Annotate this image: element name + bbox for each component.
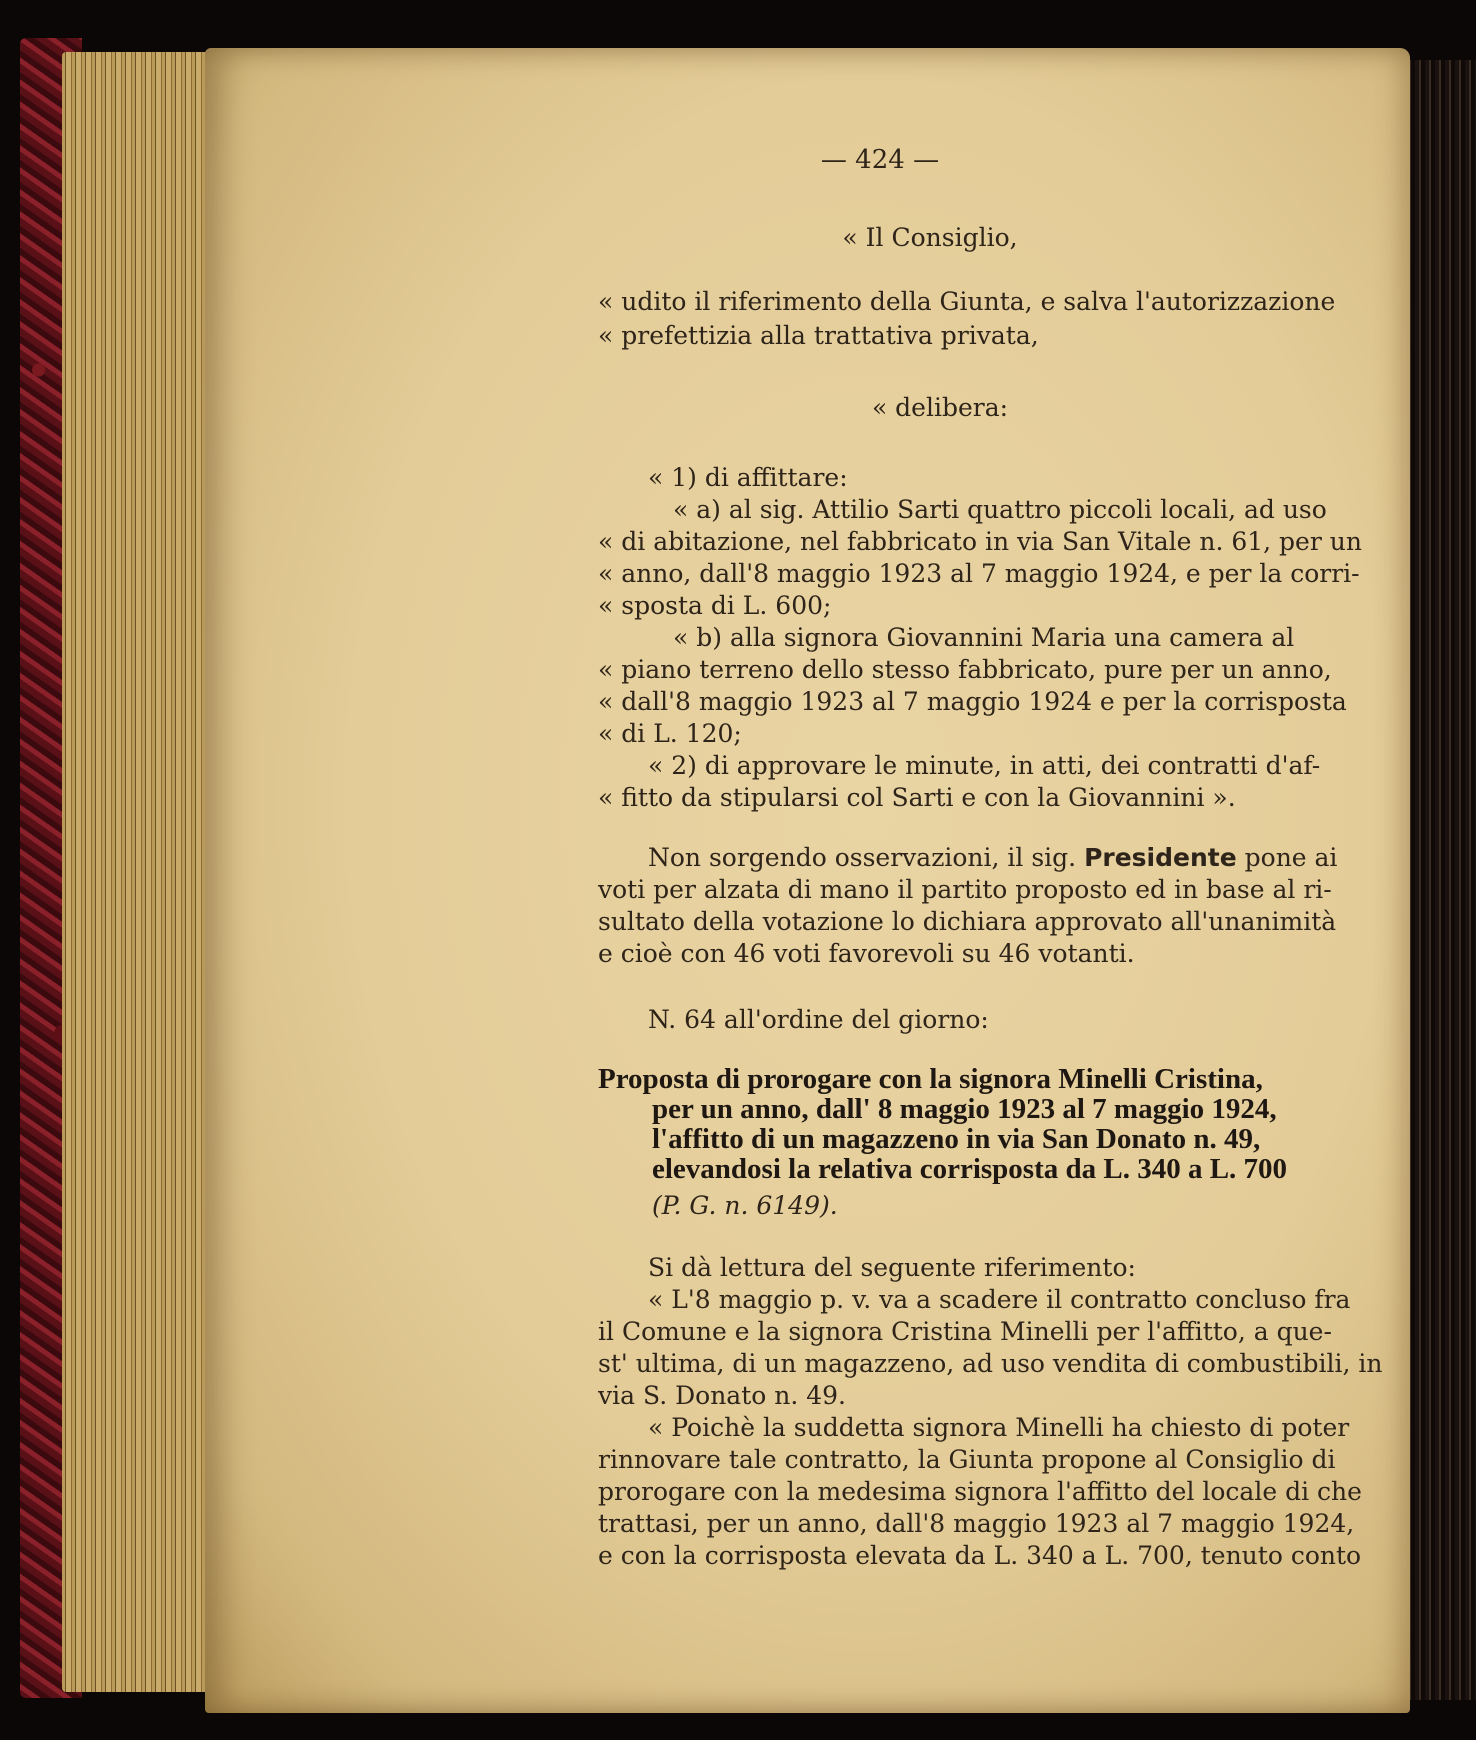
text-line: il Comune e la signora Cristina Minelli per l'affitto, a que-: [598, 1317, 1332, 1346]
text-line: « udito il riferimento della Giunta, e salva l'autorizzazione: [598, 287, 1336, 316]
text-line: voti per alzata di mano il partito proposto ed in base al ri-: [598, 875, 1332, 904]
page-number: — 424 —: [820, 145, 940, 175]
text-line: prorogare con la medesima signora l'affitto del locale di che: [598, 1477, 1362, 1506]
section-heading-line: l'affitto di un magazzeno in via San Donato n. 49,: [652, 1123, 1261, 1155]
text-line: [648, 842, 1337, 874]
text-line: « dall'8 maggio 1923 al 7 maggio 1924 e per la corrisposta: [598, 687, 1347, 716]
text-line: « L'8 maggio p. v. va a scadere il contratto concluso fra: [648, 1285, 1351, 1314]
text-line: « Poichè la suddetta signora Minelli ha chiesto di poter: [648, 1413, 1350, 1442]
text-line: « di abitazione, nel fabbricato in via San Vitale n. 61, per un: [598, 527, 1362, 556]
text-line: « a) al sig. Attilio Sarti quattro piccoli locali, ad uso: [673, 495, 1327, 524]
text-line: « anno, dall'8 maggio 1923 al 7 maggio 1924, e per la corri-: [598, 559, 1360, 588]
agenda-item-line: N. 64 all'ordine del giorno:: [648, 1005, 989, 1034]
text-line: rinnovare tale contratto, la Giunta propone al Consiglio di: [598, 1445, 1336, 1474]
text-line: « delibera:: [871, 393, 1009, 422]
text-line: e cioè con 46 voti favorevoli su 46 votanti.: [598, 939, 1135, 968]
binding-edge: [1405, 60, 1476, 1700]
text-line: « sposta di L. 600;: [598, 591, 832, 620]
text-line: Si dà lettura del seguente riferimento:: [648, 1253, 1136, 1282]
text-span: Non sorgendo osservazioni, il sig.: [648, 843, 1085, 872]
section-heading-line: per un anno, dall' 8 maggio 1923 al 7 maggio 1924,: [652, 1093, 1277, 1125]
text-line: e con la corrisposta elevata da L. 340 a L. 700, tenuto conto: [598, 1541, 1362, 1570]
text-line: « piano terreno dello stesso fabbricato, pure per un anno,: [598, 655, 1332, 684]
protocol-reference: (P. G. n. 6149).: [652, 1191, 838, 1220]
text-line: sultato della votazione lo dichiara approvato all'unanimità: [598, 907, 1337, 936]
text-line: « fitto da stipularsi col Sarti e con la Giovannini ».: [598, 783, 1236, 812]
text-span: pone ai: [1236, 843, 1338, 872]
text-line: via S. Donato n. 49.: [598, 1381, 846, 1410]
text-line: « b) alla signora Giovannini Maria una camera al: [673, 623, 1295, 652]
president-bold: Presidente: [1084, 843, 1237, 872]
text-line: st' ultima, di un magazzeno, ad uso vendita di combustibili, in: [598, 1349, 1383, 1378]
text-line: « di L. 120;: [598, 719, 742, 748]
text-line: trattasi, per un anno, dall'8 maggio 1923 al 7 maggio 1924,: [598, 1509, 1355, 1538]
section-heading-line: Proposta di prorogare con la signora Minelli Cristina,: [598, 1063, 1263, 1095]
text-line: « 2) di approvare le minute, in atti, dei contratti d'af-: [648, 751, 1321, 780]
text-line: « Il Consiglio,: [842, 223, 1018, 252]
text-line: « prefettizia alla trattativa privata,: [598, 321, 1039, 350]
text-line: « 1) di affittare:: [648, 463, 848, 492]
section-heading-line: elevandosi la relativa corrisposta da L. 340 a L. 700: [652, 1153, 1288, 1185]
page-edges: [62, 52, 222, 1692]
